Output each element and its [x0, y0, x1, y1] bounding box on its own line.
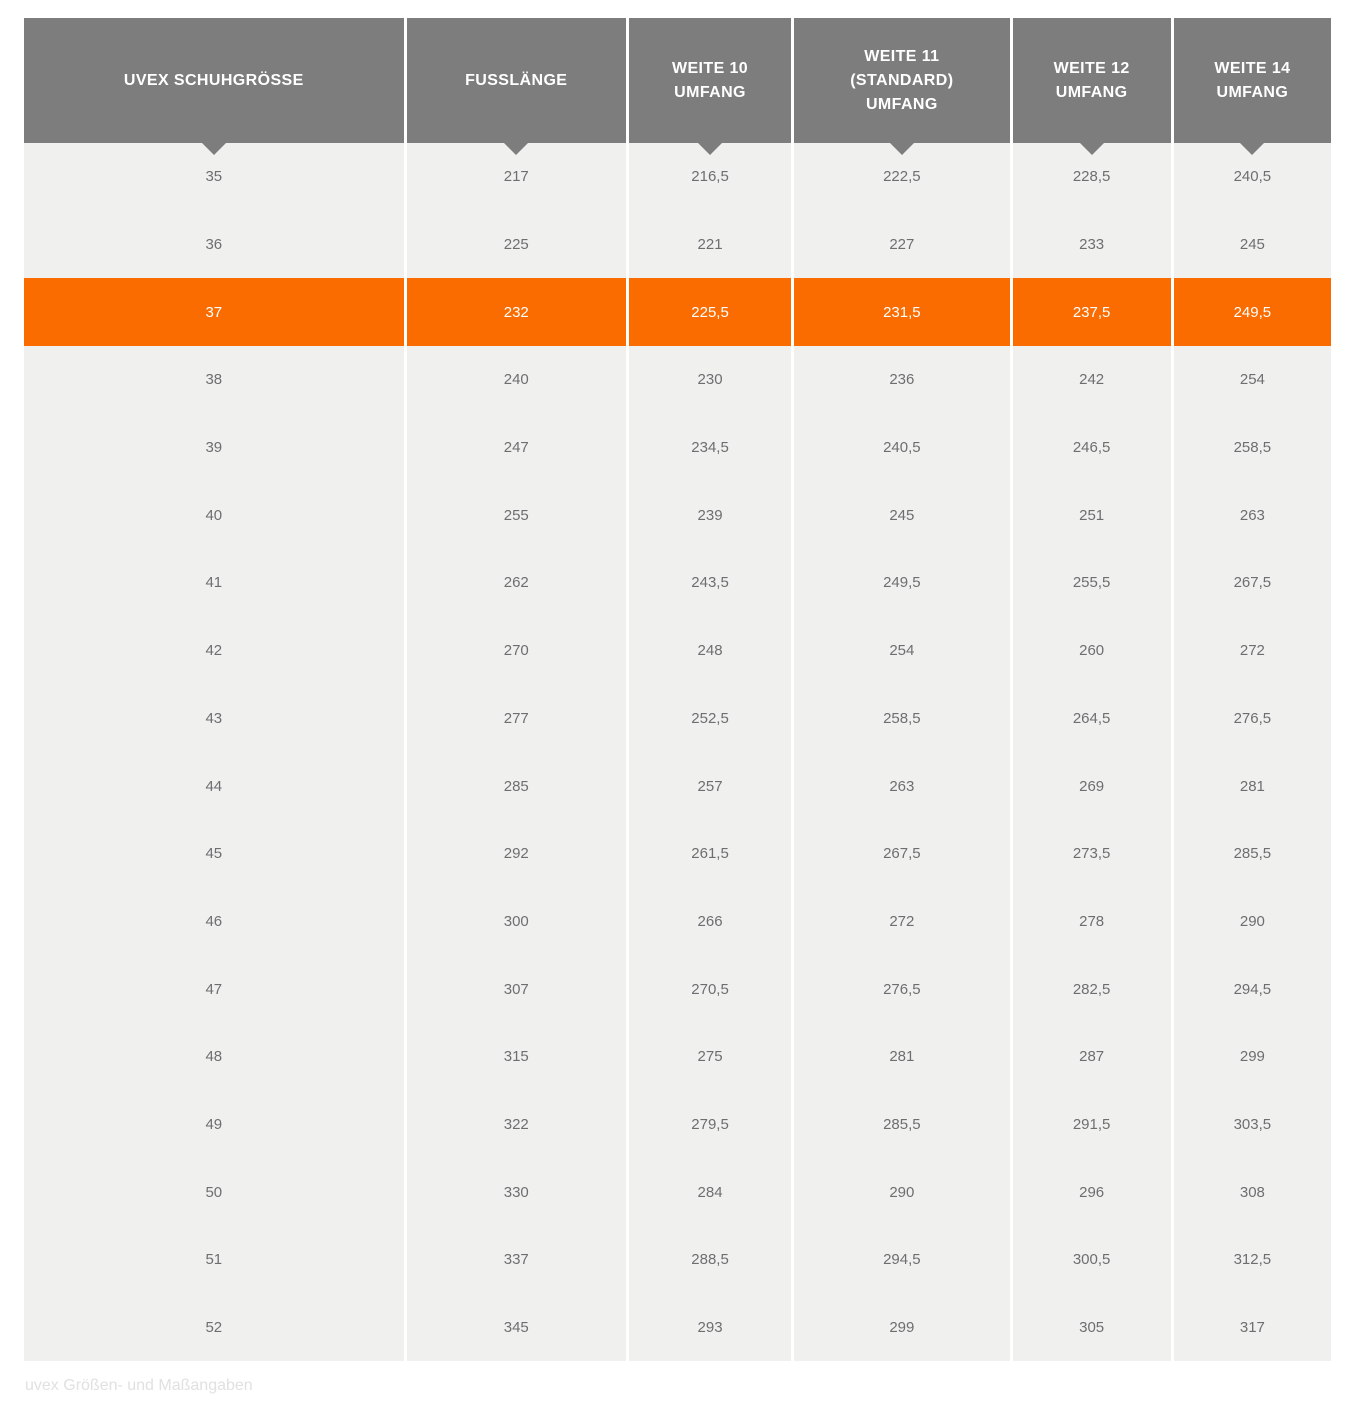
table-cell: 282,5 [1013, 955, 1171, 1023]
table-cell: 47 [24, 955, 404, 1023]
column-header-line: UMFANG [674, 83, 746, 101]
table-cell: 276,5 [1174, 685, 1331, 753]
table-cell: 264,5 [1013, 685, 1171, 753]
table-cell: 345 [407, 1294, 626, 1362]
table-cell: 285,5 [794, 1091, 1009, 1159]
table-cell: 255 [407, 481, 626, 549]
column-header [629, 18, 791, 143]
table-row [24, 1023, 1331, 1091]
table-cell: 307 [407, 955, 626, 1023]
column-header-line: UVEX SCHUHGRÖSSE [123, 71, 304, 89]
table-cell: 272 [794, 888, 1009, 956]
table-cell: 267,5 [1174, 549, 1331, 617]
table-cell: 40 [24, 481, 404, 549]
table-cell: 278 [1013, 888, 1171, 956]
table-cell: 243,5 [629, 549, 791, 617]
table-cell: 312,5 [1174, 1226, 1331, 1294]
table-cell: 296 [1013, 1158, 1171, 1226]
table-cell: 35 [24, 143, 404, 211]
table-cell: 249,5 [1174, 278, 1331, 346]
header-arrow-down-icon [503, 142, 529, 155]
table-row [24, 346, 1331, 414]
table-cell: 233 [1013, 211, 1171, 279]
size-table [24, 18, 1331, 1361]
table-cell: 260 [1013, 617, 1171, 685]
table-cell: 240,5 [794, 414, 1009, 482]
table-cell: 225,5 [629, 278, 791, 346]
table-cell: 36 [24, 211, 404, 279]
column-header-line: WEITE 11 [864, 47, 940, 65]
table-row [24, 481, 1331, 549]
table-cell: 291,5 [1013, 1091, 1171, 1159]
table-cell: 37 [24, 278, 404, 346]
table-cell: 337 [407, 1226, 626, 1294]
table-cell: 221 [629, 211, 791, 279]
table-caption: uvex Größen- und Maßangaben [25, 1377, 253, 1394]
table-cell: 52 [24, 1294, 404, 1362]
table-cell: 254 [1174, 346, 1331, 414]
table-row [24, 1294, 1331, 1362]
table-cell: 42 [24, 617, 404, 685]
table-cell: 41 [24, 549, 404, 617]
table-cell: 51 [24, 1226, 404, 1294]
table-cell: 44 [24, 752, 404, 820]
table-cell: 281 [794, 1023, 1009, 1091]
table-cell: 38 [24, 346, 404, 414]
table-row [24, 414, 1331, 482]
table-cell: 263 [1174, 481, 1331, 549]
table-cell: 262 [407, 549, 626, 617]
table-cell: 50 [24, 1158, 404, 1226]
table-cell: 245 [1174, 211, 1331, 279]
table-row [24, 1091, 1331, 1159]
table-row [24, 549, 1331, 617]
table-cell: 317 [1174, 1294, 1331, 1362]
table-cell: 248 [629, 617, 791, 685]
header-arrow-down-icon [201, 142, 227, 155]
table-cell: 284 [629, 1158, 791, 1226]
column-header-line: WEITE 10 [671, 59, 749, 77]
table-cell: 227 [794, 211, 1009, 279]
highlighted-table-row [24, 278, 1331, 346]
column-header [407, 18, 626, 143]
table-cell: 270,5 [629, 955, 791, 1023]
table-cell: 261,5 [629, 820, 791, 888]
table-row [24, 617, 1331, 685]
table-cell: 290 [1174, 888, 1331, 956]
table-cell: 239 [629, 481, 791, 549]
table-cell: 246,5 [1013, 414, 1171, 482]
table-cell: 281 [1174, 752, 1331, 820]
table-cell: 273,5 [1013, 820, 1171, 888]
header-arrow-down-icon [889, 142, 915, 155]
table-cell: 292 [407, 820, 626, 888]
table-cell: 305 [1013, 1294, 1171, 1362]
table-cell: 288,5 [629, 1226, 791, 1294]
table-cell: 285 [407, 752, 626, 820]
table-cell: 299 [1174, 1023, 1331, 1091]
table-cell: 43 [24, 685, 404, 753]
table-cell: 225 [407, 211, 626, 279]
column-header-line: FUSSLÄNGE [465, 71, 568, 89]
table-cell: 216,5 [629, 143, 791, 211]
table-row [24, 888, 1331, 956]
column-header-line: WEITE 12 [1053, 59, 1130, 77]
table-row [24, 1158, 1331, 1226]
table-cell: 269 [1013, 752, 1171, 820]
table-row [24, 1226, 1331, 1294]
column-header [794, 18, 1009, 143]
table-cell: 275 [629, 1023, 791, 1091]
table-cell: 231,5 [794, 278, 1009, 346]
table-cell: 285,5 [1174, 820, 1331, 888]
table-cell: 45 [24, 820, 404, 888]
table-cell: 279,5 [629, 1091, 791, 1159]
table-cell: 236 [794, 346, 1009, 414]
column-header-line: (STANDARD) [850, 71, 954, 89]
header-arrow-down-icon [1239, 142, 1265, 155]
table-header-row [24, 18, 1331, 143]
table-row [24, 685, 1331, 753]
table-cell: 234,5 [629, 414, 791, 482]
column-header [1174, 18, 1331, 143]
table-cell: 230 [629, 346, 791, 414]
table-row [24, 820, 1331, 888]
table-cell: 294,5 [1174, 955, 1331, 1023]
table-cell: 247 [407, 414, 626, 482]
table-cell: 272 [1174, 617, 1331, 685]
table-cell: 270 [407, 617, 626, 685]
table-cell: 232 [407, 278, 626, 346]
table-cell: 300 [407, 888, 626, 956]
table-row [24, 955, 1331, 1023]
table-cell: 254 [794, 617, 1009, 685]
table-cell: 39 [24, 414, 404, 482]
table-cell: 263 [794, 752, 1009, 820]
table-cell: 46 [24, 888, 404, 956]
table-cell: 287 [1013, 1023, 1171, 1091]
table-cell: 303,5 [1174, 1091, 1331, 1159]
column-header-line: WEITE 14 [1214, 59, 1291, 77]
table-cell: 257 [629, 752, 791, 820]
table-cell: 228,5 [1013, 143, 1171, 211]
table-cell: 240 [407, 346, 626, 414]
table-cell: 237,5 [1013, 278, 1171, 346]
column-header-line: UMFANG [1055, 83, 1128, 101]
table-cell: 255,5 [1013, 549, 1171, 617]
table-row [24, 752, 1331, 820]
table-cell: 290 [794, 1158, 1009, 1226]
table-cell: 251 [1013, 481, 1171, 549]
table-cell: 222,5 [794, 143, 1009, 211]
table-cell: 217 [407, 143, 626, 211]
header-arrow-down-icon [1079, 142, 1105, 155]
table-cell: 299 [794, 1294, 1009, 1362]
table-cell: 308 [1174, 1158, 1331, 1226]
table-cell: 276,5 [794, 955, 1009, 1023]
table-cell: 322 [407, 1091, 626, 1159]
table-cell: 249,5 [794, 549, 1009, 617]
table-cell: 330 [407, 1158, 626, 1226]
table-cell: 277 [407, 685, 626, 753]
table-cell: 258,5 [794, 685, 1009, 753]
table-cell: 48 [24, 1023, 404, 1091]
table-cell: 242 [1013, 346, 1171, 414]
table-cell: 245 [794, 481, 1009, 549]
table-cell: 252,5 [629, 685, 791, 753]
table-cell: 258,5 [1174, 414, 1331, 482]
table-cell: 315 [407, 1023, 626, 1091]
column-header-line: UMFANG [1216, 83, 1289, 101]
column-header [24, 18, 404, 143]
table-cell: 300,5 [1013, 1226, 1171, 1294]
table-cell: 240,5 [1174, 143, 1331, 211]
header-arrow-down-icon [697, 142, 723, 155]
table-cell: 267,5 [794, 820, 1009, 888]
table-body [24, 143, 1331, 1361]
table-cell: 266 [629, 888, 791, 956]
column-header [1013, 18, 1171, 143]
column-header-line: UMFANG [865, 95, 938, 113]
table-cell: 49 [24, 1091, 404, 1159]
table-row [24, 211, 1331, 279]
table-cell: 293 [629, 1294, 791, 1362]
table-cell: 294,5 [794, 1226, 1009, 1294]
